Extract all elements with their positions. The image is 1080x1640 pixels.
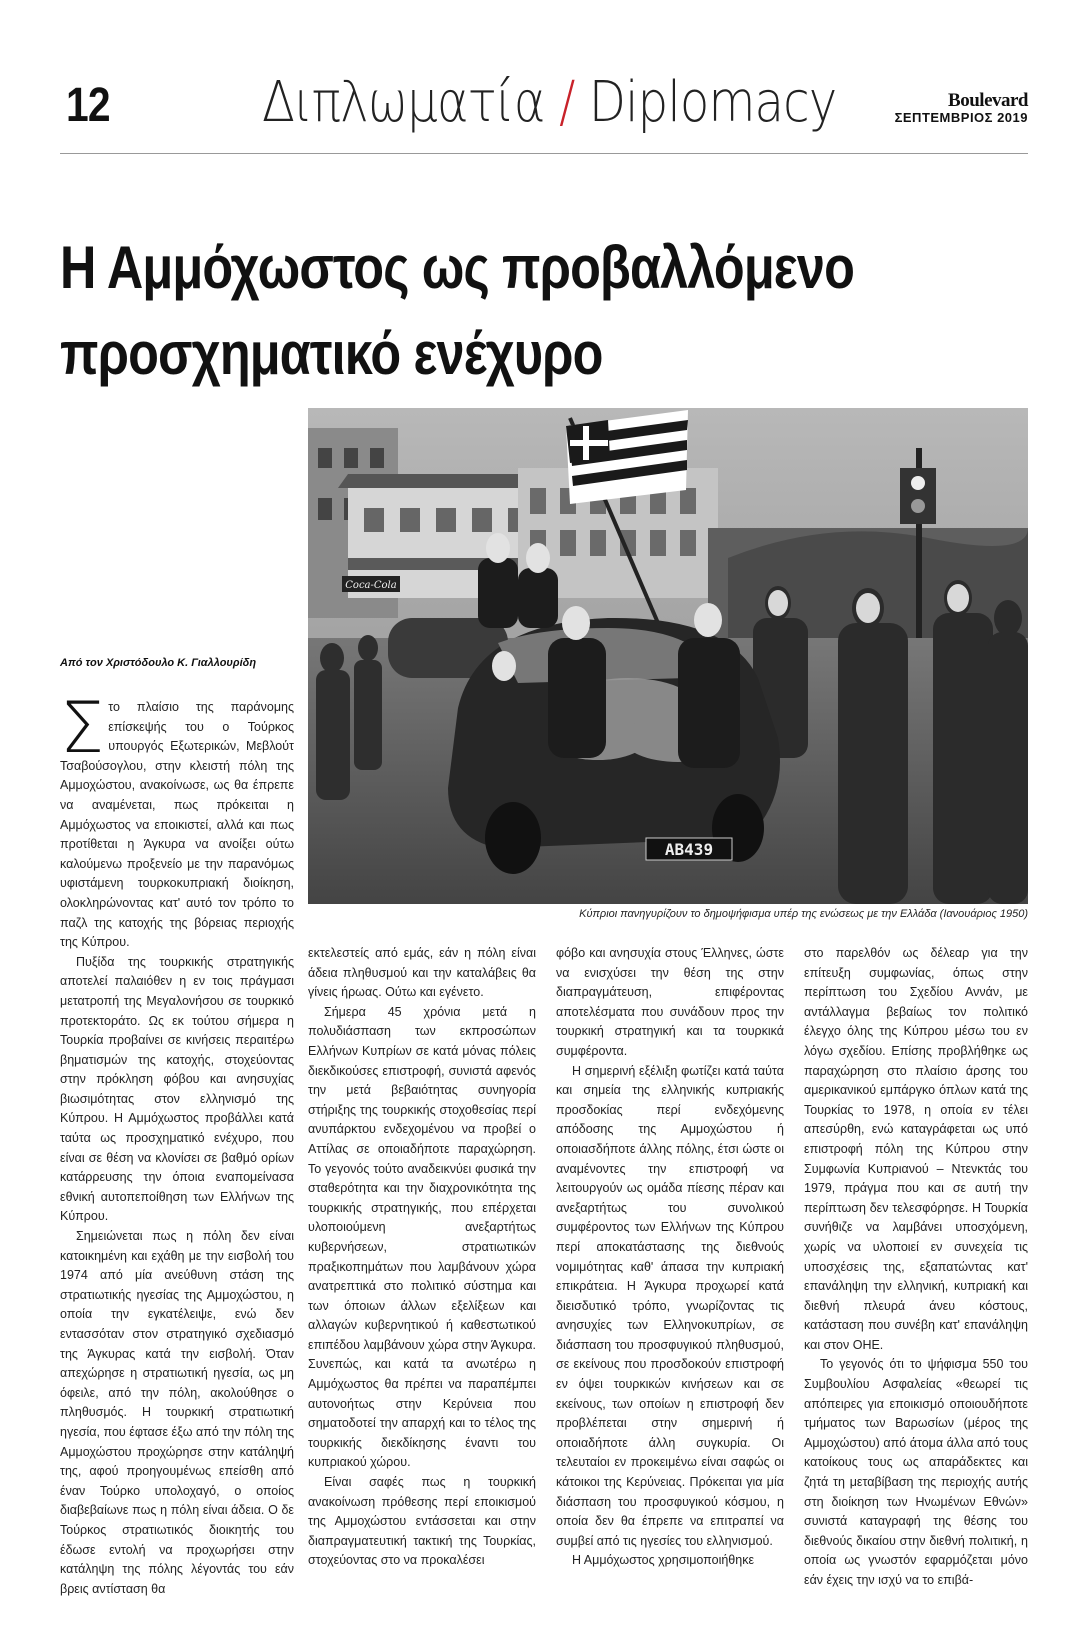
headline [60,225,866,397]
section-title-english: Diplomacy [588,70,837,135]
photo-caption: Κύπριοι πανηγυρίζουν το δημοψήφισμα υπέρ της ενώσεως με την Ελλάδα (Ιανουάριος 1950) [579,908,1028,920]
article-column-2 [308,944,536,1628]
photo-illustration [308,408,1028,904]
brand-name: Boulevard [948,90,1028,111]
paragraph: Το γεγονός ότι το ψήφισμα 550 του Συμβουλίου Ασφαλείας «θεωρεί τις απόπειρες για εποικισμό οποιουδήποτε τμήματος των Βαρωσίων (μέρος της Αμμοχώστου) από άτομα άλλα από τους κατοίκους τους ως απαράδεκτες και ζητά τη μεταβίβαση της περιοχής αυτής στη διοίκηση των Ηνωμένων Εθνών» συνιστά καταγραφή της θέσης του διεθνούς δικαίου στην διεθνή πολιτική, η οποία ως γνωστόν εφαρμόζεται μόνο εάν έχεις την ισχύ να το επιβά- [804,1357,1028,1587]
paragraph: εκτελεστείς από εμάς, εάν η πόλη είναι άδεια πληθυσμού και την καταλάβεις θα γίνεις ήρωας. Ούτω και εγένετο. [308,946,536,1000]
paragraph: Σήμερα 45 χρόνια μετά η πολυδιάσπαση των εκπροσώπων Ελλήνων Κυπρίων σε κατά μόνας πόλεις διεκδικούσες επιστροφή, συνιστά αφενός την μετά βεβαιότητας συνηγορία στήριξης της τουρκικής στοχοθεσίας περί ανυπάρκτου ενδεχομένου να προβεί ο Αττίλας σε οποιαδήποτε παραχώρηση. Το γεγονός τούτο αναδεικνύει φυσικά την σταθερότητα και την διαχρονικότητα της τουρκικής στρατηγικής, που επέρχεται υλοποιούμενη ανεξαρτήτως κυβερνήσεων, στρατιωτικών πραξικοπημάτων που λαμβάνουν χώρα ανατρεπτικά στο πολιτικό σύστημα και των όποιων άλλων εξελίξεων και αλλαγών κυβερνητικού ή καθεστωτικού επιπέδου λαμβάνουν χώρα στην Άγκυρα. Συνεπώς, και κατά τα ανωτέρω η Αμμόχωστος θα πρέπει να παραπέμπει αυτονοήτως στην Κερύνεια που σηματοδοτεί την απαρχή και το τέλος της τουρκικής διεκδίκησης έναντι του κυπριακού χώρου. [308,1004,536,1470]
drop-cap: Σ [60,698,105,769]
article-column-3 [556,944,784,1628]
paragraph: το πλαίσιο της παράνομης επίσκεψής του ο Τούρκος υπουργός Εξωτερικών, Μεβλούτ Τσαβούσογλου, στην κλειστή πόλη της Αμμοχώστου, ανακοίνωσε, ως θα έπρεπε να αναμένεται, πως πρόκειται η Αμμόχωστος να εποικιστεί, αλλά και πως προτίθεται η Άγκυρα να ανοίξει ούτω καλούμενω προξενείο με την παρανόμως υφιστάμενη τουρκοκυπριακή διοίκηση, ολοκληρώνοντας κατ' αυτό τον τρόπο το παζλ της κατοχής της βόρειας περιοχής της Κύπρου. [60,700,294,950]
article-column-1 [60,698,294,1628]
paragraph: φόβο και ανησυχία στους Έλληνες, ώστε να ενισχύσει την θέση της στην διαπραγμάτευση, επιφέροντας αποτελέσματα που συνάδουν προς την τουρκική στρατηγική και τα τουρκικά συμφέροντα. [556,946,784,1058]
coca-cola-sign: Coca-Cola [345,580,397,591]
paragraph: Πυξίδα της τουρκικής στρατηγικής αποτελεί παλαιόθεν η εν τοις πράγμασι μετατροπή της Μεγαλονήσου σε τουρκικό προτεκτοράτο. Ως εκ τούτου σήμερα η Τουρκία προβαίνει σε κινήσεις περαιτέρω βηματισμών της κατοχής, στοχεύοντας στην πρόκληση φόβου και ανησυχίας βιωσιμότητας στον ελληνισμό της Κύπρου. Η Αμμόχωστος προβάλλει κατά ταύτα ως προσχηματικό ενέχυρο, που είναι σε θέση να κλονίσει σε βαθμό ορίων κατάρρευσης την όποια εναπομείνασα εθνική αυτοπεποίθηση των Ελλήνων της Κύπρου. [60,954,294,1224]
section-title-greek: Διπλωματία [262,70,545,135]
paragraph: στο παρελθόν ως δέλεαρ για την επίτευξη συμφωνίας, όπως στην περίπτωση του Σχεδίου Αννάν, με αντάλλαγμα βεβαίως τον πολιτικό έλεγχο όλης της Κύπρου μέσω του εν λόγω σχεδίου. Επίσης προβλήθηκε ως παραχώρηση στο πλαίσιο άρσης του αμερικανικού εμπάργκο όπλων κατά της Τουρκίας το 1978, η οποία εν τέλει απεσύρθη, ενώ καταγράφεται ως υπό επιστροφή πόλη της Κύπρου στην Συμφωνία Κυπριανού – Ντενκτάς του 1979, πράγμα που και σε αυτή την περίπτωση δεν τελεσφόρησε. Η Τουρκία συνήθιζε να λαμβάνει υποσχόμενη, χωρίς να υλοποιεί εν συνεχεία τις υποσχέσεις της, εξαπατώντας κατ' επανάληψη την ελληνική, κυπριακή και διεθνή πλευρά άνευ κόστους, κατάσταση που συνέβη κατ' επανάληψη και στον ΟΗΕ. [804,946,1028,1352]
license-plate: AB439 [664,840,714,859]
paragraph: Η Αμμόχωστος χρησιμοποιήθηκε [572,1553,755,1568]
paragraph: Η σημερινή εξέλιξη φωτίζει κατά ταύτα και σημεία της ελληνικής κυπριακής προσδοκίας περί ενδεχόμενης απόδοσης της Αμμοχώστου ή οποιασδήποτε άλλης πόλης, έτσι ώστε οι αναμένοντες την επιστροφή να λειτουργούν ως ομάδα πίεσης πέραν και ανεξαρτήτως του συνολικού συμφέροντος των Ελλήνων της Κύπρου περί αποκατάστασης της διεθνούς νομιμότητας καθ' άπασα την κυπριακή επικράτεια. Η Άγκυρα προχωρεί κατά διεισδυτικό τρόπο, γνωρίζοντας τις ανησυχίες των Ελληνοκυπρίων, σε διάσπαση του προσφυγικού πληθυσμού, σε εκείνους που προσδοκούν επιστροφή εν όψει τουρκικών κινήσεων και σε εκείνους, των οποίων η επιστροφή δεν προβλέπεται στην σημερινή ή οποιαδήποτε άλλη συγκυρία. Οι τελευταίοι εν προκειμένω είναι σαφώς οι κάτοικοι της Κερύνειας. Πρόκειται για μία διάσπαση του προσφυγικού κόσμου, η οποία δεν θα έπρεπε να επιτραπεί να συμβεί από τις ηγεσίες του ελληνισμού. [556,1063,784,1548]
article-column-4 [804,944,1028,1628]
byline: Από τον Χριστόδουλο Κ. Γιαλλουρίδη [60,657,257,669]
paragraph: Σημειώνεται πως η πόλη δεν είναι κατοικημένη και εχάθη με την εισβολή του 1974 από μία ανεύθυνη στάση της στρατιωτικής ηγεσίας της Αμμοχώστου, η οποία την εγκατέλειψε, ενώ δεν εντασσόταν στον στρατηγικό σχεδιασμό της Άγκυρας κατά την εισβολή. Όταν απεχώρησε η στρατιωτική ηγεσία, ως μη όφειλε, από την πόλη, ακολούθησε ο πληθυσμός. Η τουρκική στρατιωτική ηγεσία, που έφτασε έξω από την πόλη της Αμμοχώστου προχώρησε στην κατάληψή της, αφού προηγουμένως επείσθη από έναν Τούρκο υπολοχαγό, ο οποίος διαβεβαίωνε πως η πόλη είναι άδεια. Ο δε Τούρκος στρατιωτικός διοικητής του έδωσε εντολή να προχωρήσει στην κατάληψη της πόλης λέγοντάς του εάν βρεις αντίσταση θα [60,1229,294,1596]
headline-line-1: Η Αμμόχωστος ως προβαλλόμενο [60,234,855,301]
article-photo [308,408,1028,904]
paragraph: Είναι σαφές πως η τουρκική ανακοίνωση πρόθεσης περί εποικισμού της Αμμοχώστου εντάσσεται και στην διαπραγματευτική τακτική της Τουρκίας, στοχεύοντας στο να προκαλέσει [308,1475,536,1568]
headline-line-2: προσχηματικό ενέχυρο [60,320,603,387]
issue-date: ΣΕΠΤΕΜΒΡΙΟΣ 2019 [894,110,1028,125]
page-number: 12 [66,79,110,132]
header-rule [60,153,1028,154]
section-title [262,70,837,135]
masthead [895,92,1028,126]
section-slash: / [559,70,575,135]
